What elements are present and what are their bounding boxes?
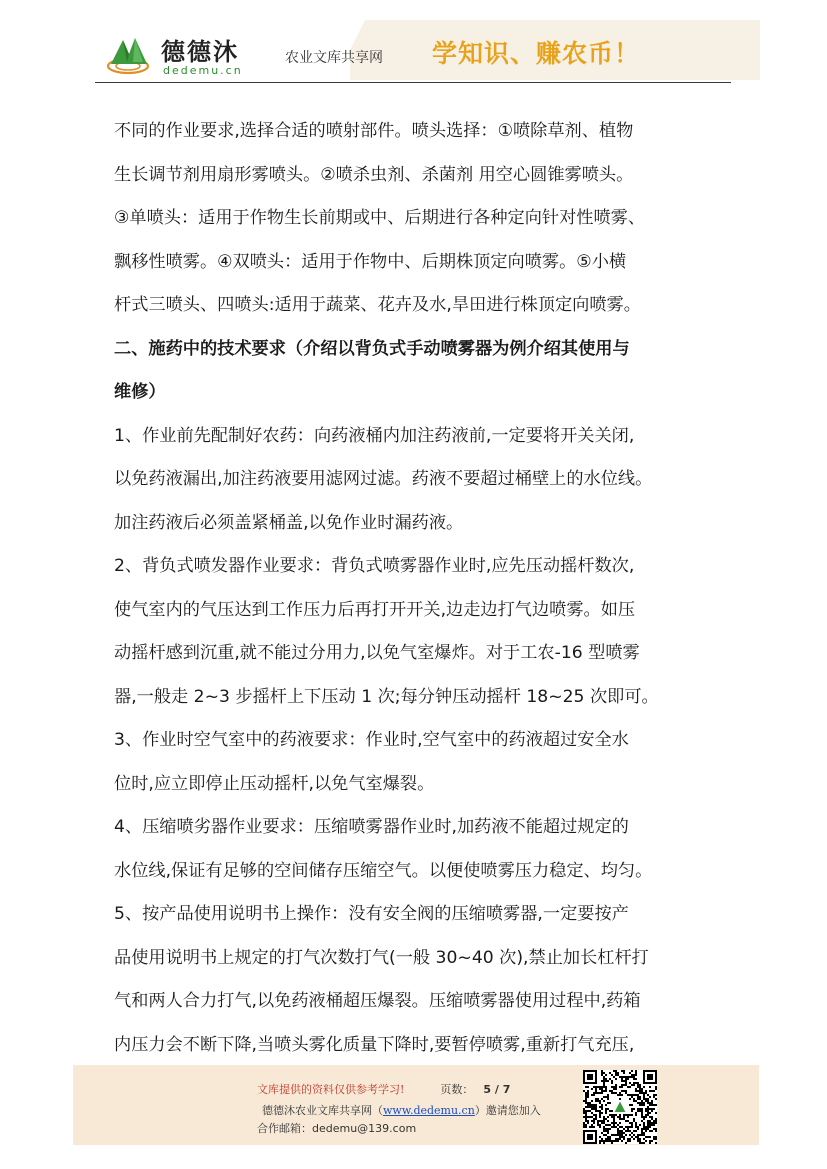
footer-line-1 (257, 1081, 510, 1097)
contact-email: 合作邮箱：dedemu@139.com (257, 1122, 417, 1135)
logo-name: 德德沐 (161, 37, 239, 66)
body-text-line: 4、压缩喷劣器作业要求：压缩喷雾器作业时,加药液不能超过规定的 (114, 817, 629, 837)
site-name: 农业文库共享网 (285, 50, 383, 66)
footer-notice: 文库提供的资料仅供参考学习! (257, 1083, 405, 1096)
page-header (95, 20, 760, 80)
body-text-line: 器,一般走 2~3 步摇杆上下压动 1 次;每分钟压动摇杆 18~25 次即可。 (114, 686, 659, 707)
body-text-line: 1、作业前先配制好农药：向药液桶内加注药液前,一定要将开关关闭, (114, 425, 635, 446)
body-text-line: 位时,应立即停止压动摇杆,以免气室爆裂。 (114, 773, 435, 794)
body-text-line: 加注药液后必须盖紧桶盖,以免作业时漏药液。 (114, 512, 464, 533)
body-text-line: 2、背负式喷发器作业要求：背负式喷雾器作业时,应先压动摇杆数次, (114, 556, 635, 576)
page-footer (73, 1065, 759, 1145)
invite-prefix: 德德沐农业文库共享网（ (262, 1104, 383, 1117)
body-text-line: ③单喷头：适用于作物生长前期或中、后期进行各种定向针对性喷雾、 (114, 208, 646, 228)
body-text-line: 3、作业时空气室中的药液要求：作业时,空气室中的药液超过安全水 (114, 730, 629, 750)
body-text-line: 不同的作业要求,选择合适的喷射部件。喷头选择：①喷除草剂、植物 (114, 121, 634, 141)
site-url-link[interactable]: www.dedemu.cn (383, 1104, 475, 1117)
body-text-line: 水位线,保证有足够的空间储存压缩空气。以便使喷雾压力稳定、均匀。 (114, 860, 653, 881)
body-text-line: 气和两人合力打气,以免药液桶超压爆裂。压缩喷雾器使用过程中,药箱 (114, 991, 641, 1011)
header-slogan: 学知识、赚农币！ (432, 39, 641, 68)
body-text-line: 使气室内的气压达到工作压力后再打开开关,边走边打气边喷雾。如压 (114, 599, 636, 620)
section-heading-line: 二、施药中的技术要求（介绍以背负式手动喷雾器为例介绍其使用与 (114, 338, 630, 359)
body-text-line: 品使用说明书上规定的打气次数打气(一般 30~40 次),禁止加长杠杆打 (114, 947, 649, 968)
body-text-line: 飘移性喷雾。④双喷头：适用于作物中、后期株顶定向喷雾。⑤小横 (114, 251, 627, 272)
body-text-line: 内压力会不断下降,当喷头雾化质量下降时,要暂停喷雾,重新打气充压, (114, 1034, 635, 1055)
document-body (114, 110, 724, 1067)
body-text-line: 生长调节剂用扇形雾喷头。②喷杀虫剂、杀菌剂 用空心圆锥雾喷头。 (114, 164, 634, 185)
qr-code-icon[interactable] (583, 1070, 657, 1144)
page-count-value: 5 / 7 (483, 1083, 511, 1096)
dedemu-logo-icon (103, 32, 153, 76)
body-text-line: 杆式三喷头、四喷头:适用于蔬菜、花卉及水,旱田进行株顶定向喷雾。 (114, 295, 641, 315)
body-text-line: 5、按产品使用说明书上操作：没有安全阀的压缩喷雾器,一定要按产 (114, 904, 629, 924)
logo-domain: dedemu.cn (163, 64, 243, 77)
body-text-line: 以免药液漏出,加注药液要用滤网过滤。药液不要超过桶壁上的水位线。 (114, 469, 653, 489)
page-count-label: 页数： (440, 1083, 474, 1096)
footer-line-2 (262, 1102, 541, 1118)
invite-suffix: ）邀请您加入 (474, 1104, 541, 1117)
header-divider (95, 82, 731, 83)
body-text-line: 动摇杆感到沉重,就不能过分用力,以免气室爆炸。对于工农-16 型喷雾 (114, 643, 640, 663)
section-heading-line: 维修） (114, 382, 166, 402)
